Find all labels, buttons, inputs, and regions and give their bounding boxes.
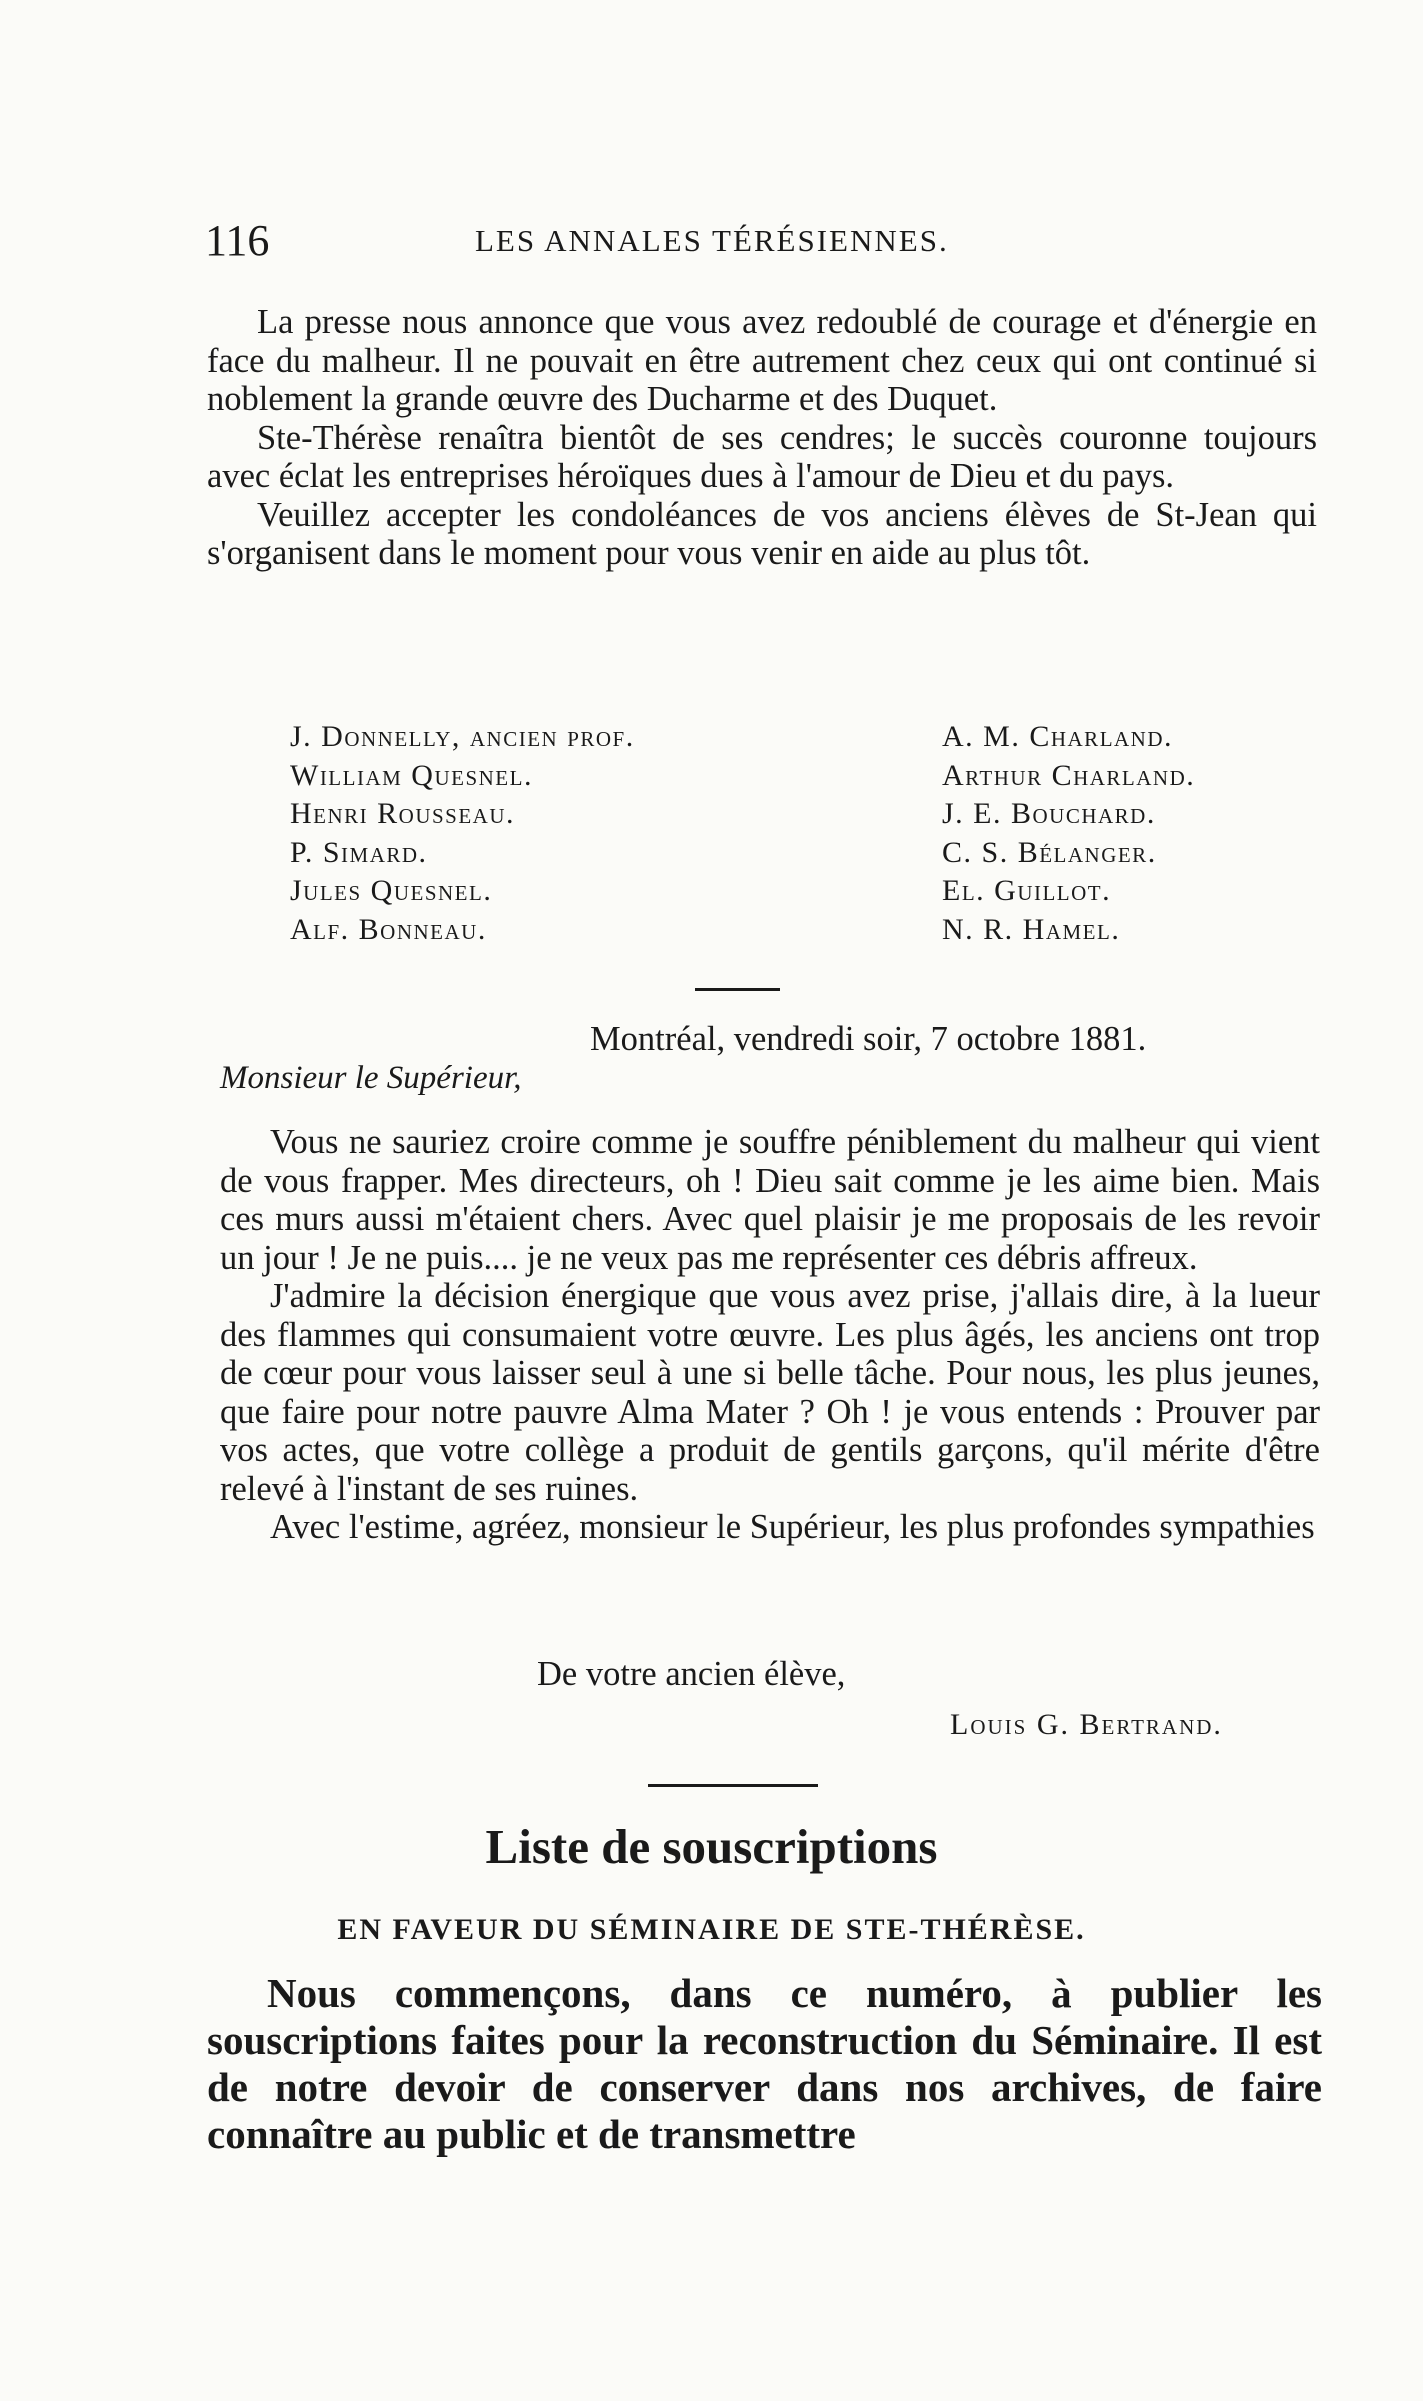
signatory: William Quesnel. <box>290 758 533 792</box>
dateline: Montréal, vendredi soir, 7 octobre 1881. <box>590 1020 1147 1058</box>
intro-paragraph: Nous commençons, dans ce numéro, à publier les souscriptions faites pour la reconstruction du Séminaire. Il est de notre devoir de conserver dans nos archives, de faire connaître au public et de transmettre <box>207 1970 1322 2157</box>
signatory: A. M. Charland. <box>942 720 1174 753</box>
letter-two-body <box>220 1123 1320 1547</box>
signatory: Alf. Bonneau. <box>290 912 487 946</box>
letter-one-paragraph: Veuillez accepter les condoléances de vos anciens élèves de St-Jean qui s'organisent dans le moment pour vous venir en aide au plus tôt. <box>207 495 1317 572</box>
letter-two-paragraph: J'admire la décision énergique que vous avez prise, j'allais dire, à la lueur des flammes qui consumaient votre œuvre. Les plus âgés, les anciens ont trop de cœur pour vous laisser seul à une si belle tâche. Pour nous, les plus jeunes, que faire pour notre pauvre Alma Mater ? Oh ! je vous entends : Prouver par vos actes, que votre collège a produit de gentils garçons, qu'il mérite d'être relevé à l'instant de ses ruines. <box>220 1277 1320 1508</box>
letter-two-paragraph: Avec l'estime, agréez, monsieur le Supérieur, les plus profondes sympathies <box>270 1508 1315 1546</box>
letter-closing: De votre ancien élève, <box>537 1655 846 1693</box>
section-title: Liste de souscriptions <box>485 1819 938 1874</box>
signatory: Arthur Charland. <box>942 758 1196 792</box>
salutation: Monsieur le Supérieur, <box>220 1060 522 1096</box>
page-header <box>205 215 1335 265</box>
signatory: Henri Rousseau. <box>290 797 516 830</box>
running-head: LES ANNALES TÉRÉSIENNES. <box>475 223 949 258</box>
signatory: N. R. Hamel. <box>942 912 1121 946</box>
signatory: Jules Quesnel. <box>290 874 493 907</box>
letter-signature: Louis G. Bertrand. <box>950 1708 1223 1741</box>
signatures-left-column <box>290 718 635 949</box>
signatory: P. Simard. <box>290 835 428 869</box>
letter-one-body <box>207 303 1317 573</box>
signatory: J. E. Bouchard. <box>942 797 1156 830</box>
section-intro <box>207 1970 1322 2158</box>
signatory: J. Donnelly, ancien prof. <box>290 720 635 753</box>
signatory: El. Guillot. <box>942 874 1112 907</box>
page-number: 116 <box>205 216 270 265</box>
section-divider <box>695 988 780 991</box>
signatures-right-column <box>942 718 1195 949</box>
letter-one-paragraph: La presse nous annonce que vous avez redoublé de courage et d'énergie en face du malheur. Il ne pouvait en être autrement chez ceux qui ont continué si noblement la grande œuvre des Ducharme et des Duquet. <box>207 303 1317 418</box>
section-subtitle: EN FAVEUR DU SÉMINAIRE DE STE-THÉRÈSE. <box>337 1913 1086 1946</box>
section-divider <box>648 1784 818 1787</box>
letter-two-paragraph: Vous ne sauriez croire comme je souffre péniblement du malheur qui vient de vous frapper. Mes directeurs, oh ! Dieu sait comme je les aime bien. Mais ces murs aussi m'étaient chers. Avec quel plaisir je me proposais de les revoir un jour ! Je ne puis.... je ne veux pas me représenter ces débris affreux. <box>220 1123 1320 1277</box>
letter-one-paragraph: Ste-Thérèse renaîtra bientôt de ses cendres; le succès couronne toujours avec éclat les entreprises héroïques dues à l'amour de Dieu et du pays. <box>207 418 1317 495</box>
signatory: C. S. Bélanger. <box>942 835 1157 869</box>
